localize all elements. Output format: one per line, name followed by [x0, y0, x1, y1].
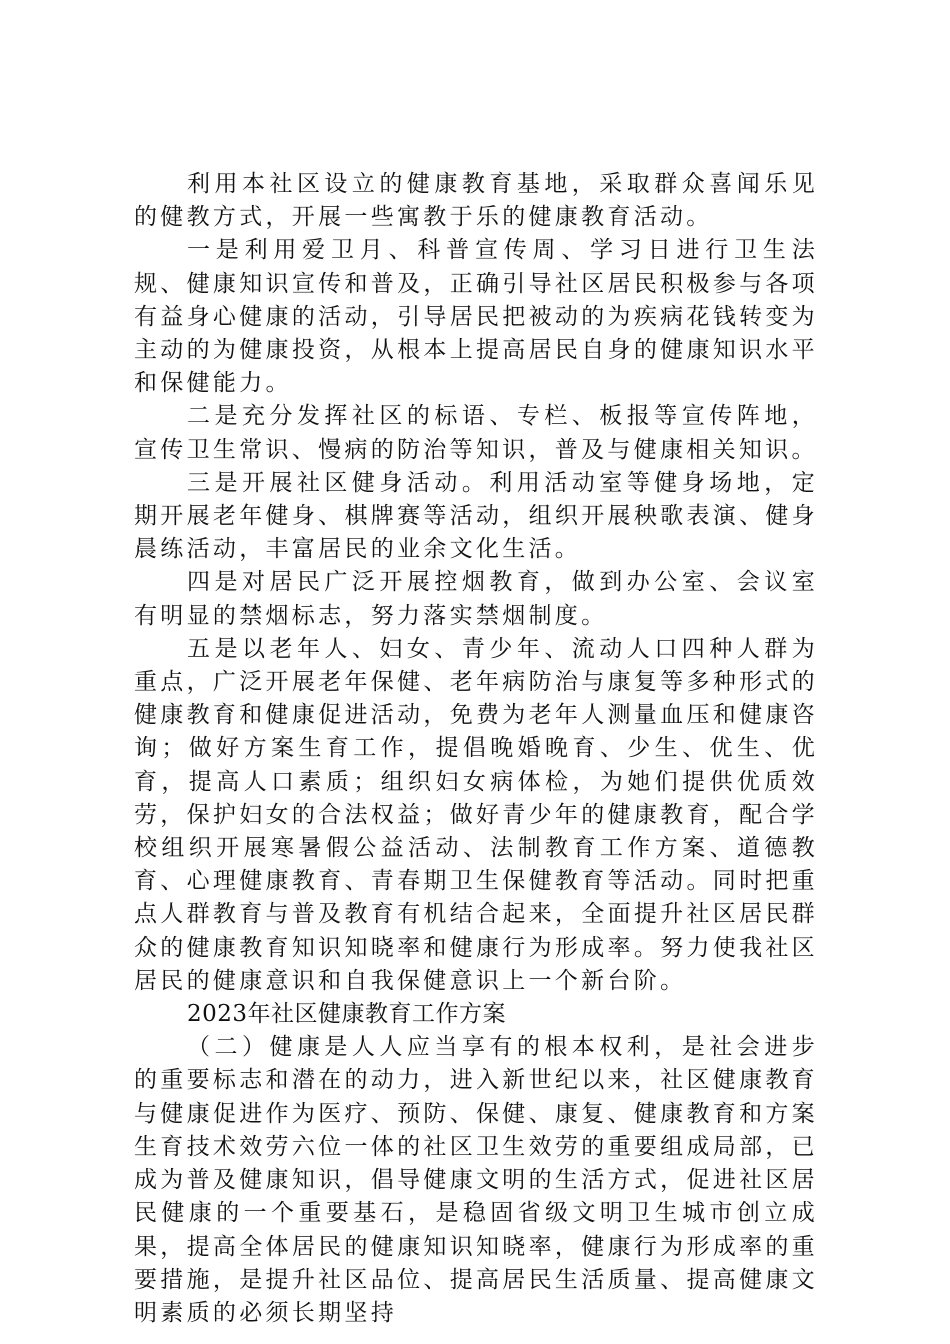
paragraph-section-two: （二）健康是人人应当享有的根本权利，是社会进步的重要标志和潜在的动力，进入新世纪以来，社区健康教育与健康促进作为医疗、预防、保健、康复、健康教育和方案生育技术效劳六位一体的社区卫生效劳的重要组成局部，已成为普及健康知识，倡导健康文明的生活方式，促进社区居民健康的一个重要基石，是稳固省级文明卫生城市创立成果，提高全体居民的健康知识知晓率，健康行为形成率的重要措施，是提升社区品位、提高居民生活质量、提高健康文明素质的必须长期坚持	[134, 1034, 818, 1326]
paragraph-item-five: 五是以老年人、妇女、青少年、流动人口四种人群为重点，广泛开展老年保健、老年病防治与康复等多种形式的健康教育和健康促进活动，免费为老年人测量血压和健康咨询；做好方案生育工作，提倡晚婚晚育、少生、优生、优育，提高人口素质；组织妇女病体检，为她们提供优质效劳，保护妇女的合法权益；做好青少年的健康教育，配合学校组织开展寒暑假公益活动、法制教育工作方案、道德教育、心理健康教育、青春期卫生保健教育等活动。同时把重点人群教育与普及教育有机结合起来，全面提升社区居民群众的健康教育知识知晓率和健康行为形成率。努力使我社区居民的健康意识和自我保健意识上一个新台阶。	[134, 635, 818, 994]
paragraph-health-education-base: 利用本社区设立的健康教育基地，采取群众喜闻乐见的健教方式，开展一些寓教于乐的健康教育活动。	[134, 171, 818, 231]
paragraph-item-one: 一是利用爱卫月、科普宣传周、学习日进行卫生法规、健康知识宣传和普及，正确引导社区居民积极参与各项有益身心健康的活动，引导居民把被动的为疾病花钱转变为主动的为健康投资，从根本上提高居民自身的健康知识水平和保健能力。	[134, 237, 818, 397]
paragraph-item-three: 三是开展社区健身活动。利用活动室等健身场地，定期开展老年健身、棋牌赛等活动，组织开展秧歌表演、健身晨练活动，丰富居民的业余文化生活。	[134, 469, 818, 563]
paragraph-item-two: 二是充分发挥社区的标语、专栏、板报等宣传阵地，宣传卫生常识、慢病的防治等知识，普及与健康相关知识。	[134, 403, 818, 463]
paragraph-item-four: 四是对居民广泛开展控烟教育，做到办公室、会议室有明显的禁烟标志，努力落实禁烟制度。	[134, 569, 818, 629]
document-body	[134, 168, 818, 1330]
section-title: 2023年社区健康教育工作方案	[187, 1001, 507, 1028]
